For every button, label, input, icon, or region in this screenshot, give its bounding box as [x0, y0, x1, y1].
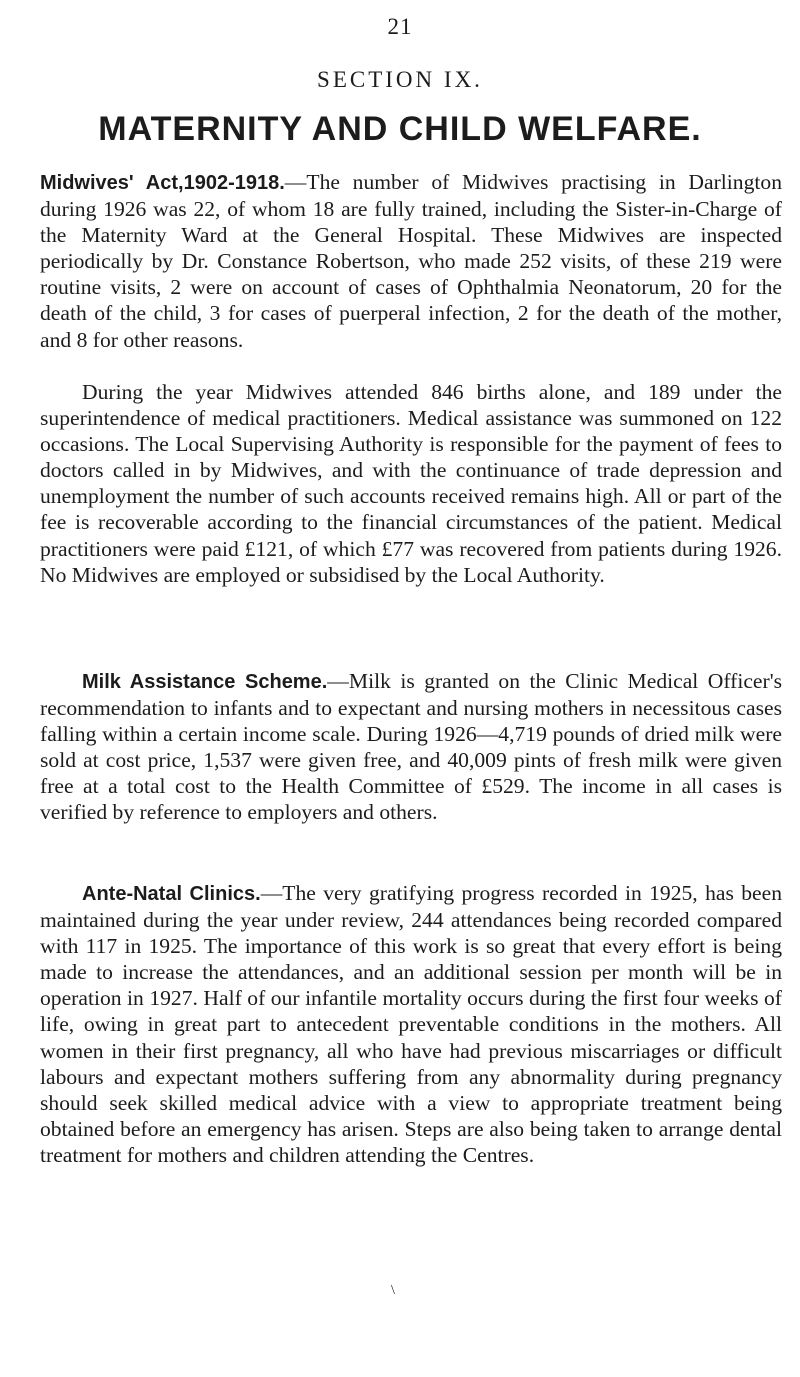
- body-text-block-4: [40, 880, 782, 1168]
- paragraph-ante-natal: [40, 880, 782, 1168]
- paragraph-midwives-act: [40, 169, 782, 353]
- paragraph-milk-scheme: [40, 668, 782, 826]
- page-title: MATERNITY AND CHILD WELFARE.: [98, 110, 702, 148]
- body-text-block-2: [40, 379, 782, 588]
- paragraph-births-attended: [40, 379, 782, 588]
- page-number: 21: [387, 14, 413, 39]
- footer-mark: \: [391, 1283, 395, 1298]
- body-text-block-1: [40, 169, 782, 353]
- runin-midwives-act: Midwives' Act,1902-1918.: [40, 172, 285, 194]
- runin-ante-natal: Ante-Natal Clinics.: [82, 883, 261, 905]
- paragraph-midwives-act-text: —The number of Midwives practising in Darlington during 1926 was 22, of whom 18 are fully trained, including the Sister-in-Charge of the Maternity Ward at the General Hospital. These Midwives are inspected periodically by Dr. Constance Robertson, who made 252 visits, of these 219 were routine visits, 2 were on account of cases of Ophthalmia Neonatorum, 20 for the death of the child, 3 for cases of puerperal infection, 2 for the death of the mother, and 8 for other reasons.: [40, 170, 782, 352]
- paragraph-births-attended-text: During the year Midwives attended 846 births alone, and 189 under the superintendence of medical practitioners. Medical assistance was summoned on 122 occasions. The Local Supervising Authority is responsible for the payment of fees to doctors called in by Midwives, and with the continuance of trade depression and unemployment the number of such accounts received remains high. All or part of the fee is recoverable according to the financial circumstances of the patient. Medical practitioners were paid £121, of which £77 was recovered from patients during 1926. No Midwives are employed or subsidised by the Local Authority.: [40, 380, 782, 587]
- runin-milk-scheme: Milk Assistance Scheme.: [82, 671, 328, 693]
- paragraph-ante-natal-text: —The very gratifying progress recorded in 1925, has been maintained during the year under review, 244 attendances being recorded compared with 117 in 1925. The importance of this work is so great that every effort is being made to increase the attendances, and an additional session per month will be in operation in 1927. Half of our infantile mortality occurs during the first four weeks of life, owing in great part to antecedent preventable conditions in the mothers. All women in their first pregnancy, all who have had previous miscarriages or difficult labours and expectant mothers suffering from any abnormality during pregnancy should seek skilled medical advice with a view to appropriate treatment being obtained before an emergency has arisen. Steps are also being taken to arrange dental treatment for mothers and children attending the Centres.: [40, 881, 782, 1167]
- section-heading: SECTION IX.: [317, 67, 483, 92]
- body-text-block-3: [40, 668, 782, 826]
- paragraph-milk-scheme-text: —Milk is granted on the Clinic Medical Officer's recommendation to infants and to expectant and nursing mothers in necessitous cases falling within a certain income scale. During 1926—4,719 pounds of dried milk were sold at cost price, 1,537 were given free, and 40,009 pints of fresh milk were given free at a total cost to the Health Committee of £529. The income in all cases is verified by reference to employers and others.: [40, 669, 782, 825]
